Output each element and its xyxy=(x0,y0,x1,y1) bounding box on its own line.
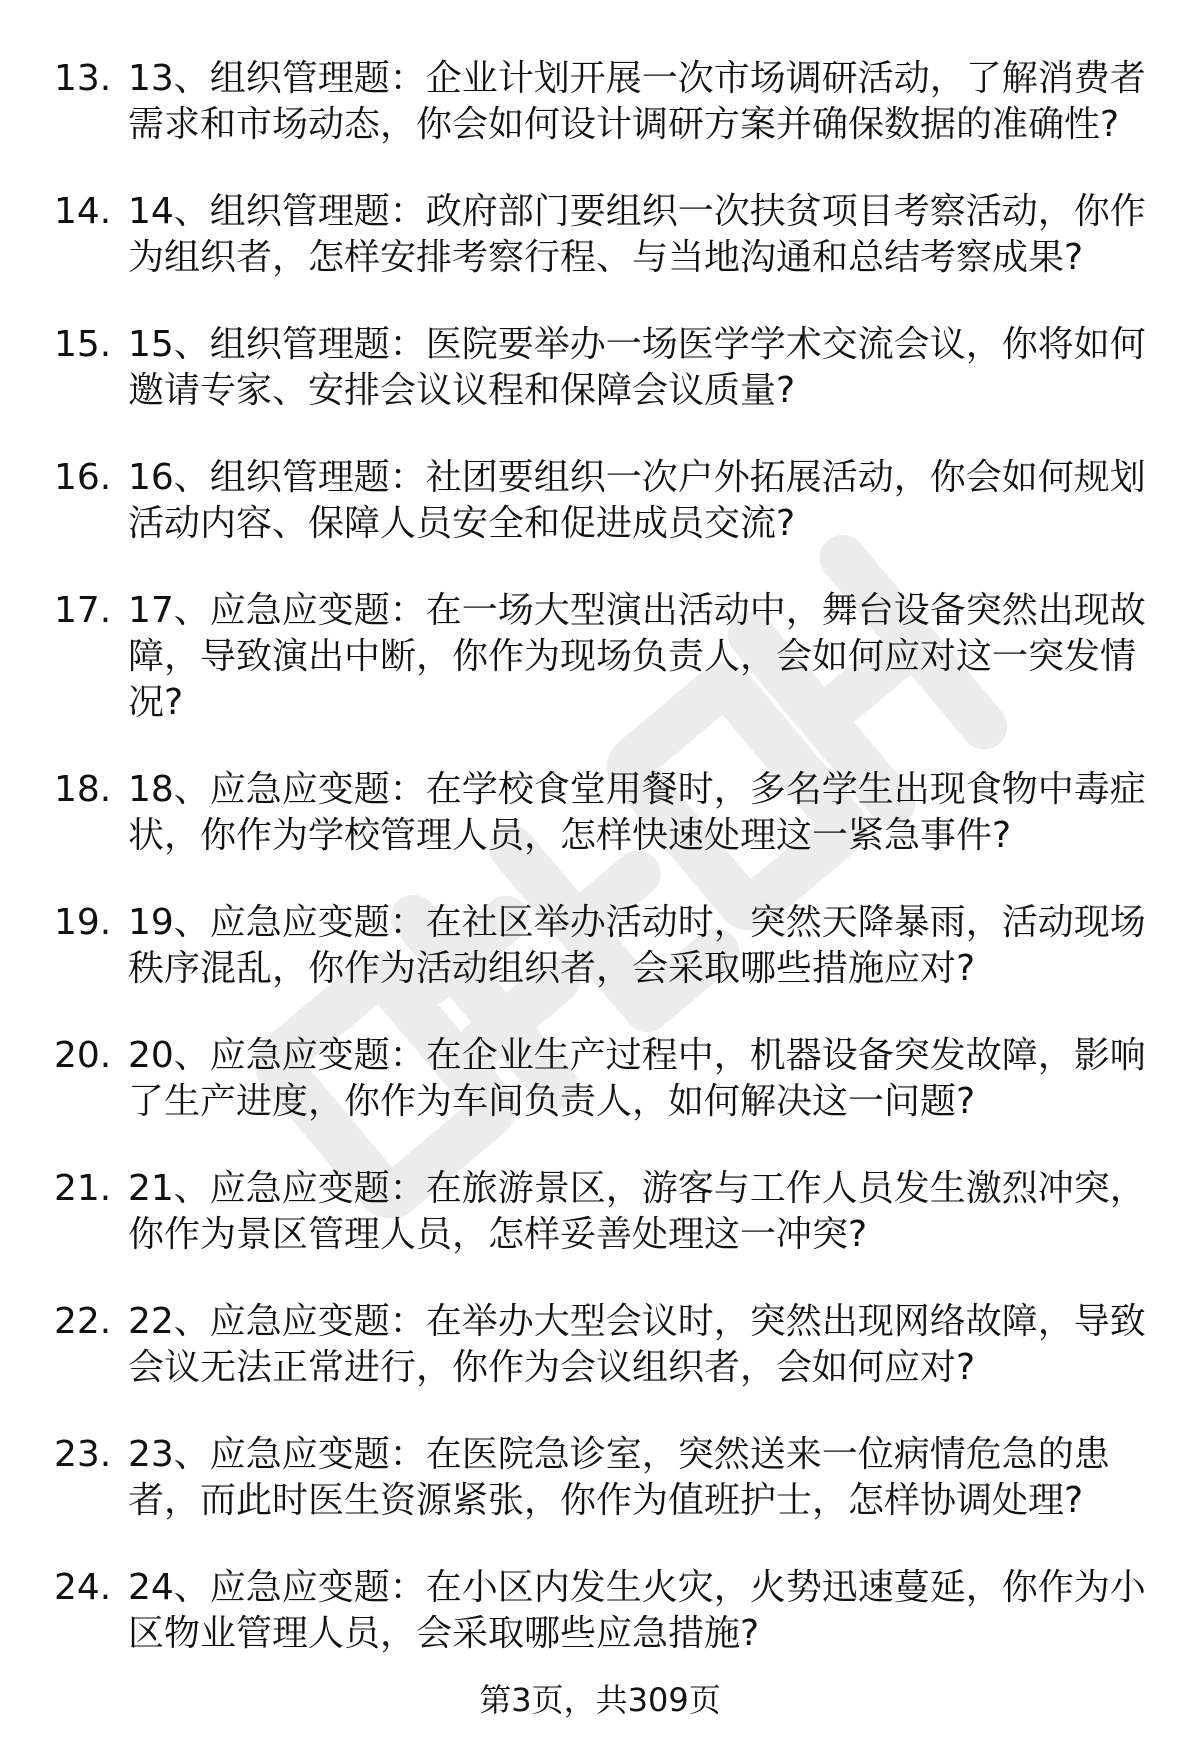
item-text: 15、组织管理题：医院要举办一场医学学术交流会议，你将如何邀请专家、安排会议议程和保障会议质量? xyxy=(128,324,1146,411)
item-text: 17、应急应变题：在一场大型演出活动中，舞台设备突然出现故障，导致演出中断，你作为现场负责人，会如何应对这一突发情况? xyxy=(128,590,1146,723)
item-text: 20、应急应变题：在企业生产过程中，机器设备突发故障，影响了生产进度，你作为车间负责人，如何解决这一问题? xyxy=(128,1035,1146,1122)
list-item xyxy=(0,189,1200,281)
item-text: 22、应急应变题：在举办大型会议时，突然出现网络故障，导致会议无法正常进行，你作为会议组织者，会如何应对? xyxy=(128,1301,1146,1388)
item-number: 17. xyxy=(54,590,112,631)
item-number: 14. xyxy=(54,191,112,232)
list-item xyxy=(0,767,1200,859)
list-item xyxy=(0,900,1200,992)
item-number: 18. xyxy=(54,769,112,810)
list-item xyxy=(0,455,1200,547)
item-text: 21、应急应变题：在旅游景区，游客与工作人员发生激烈冲突，你作为景区管理人员，怎样妥善处理这一冲突? xyxy=(128,1168,1146,1255)
list-item xyxy=(0,322,1200,414)
list-item xyxy=(0,1033,1200,1125)
item-number: 16. xyxy=(54,457,112,498)
item-number: 13. xyxy=(54,58,112,99)
item-text: 23、应急应变题：在医院急诊室，突然送来一位病情危急的患者，而此时医生资源紧张，你作为值班护士，怎样协调处理? xyxy=(128,1434,1110,1521)
list-item xyxy=(0,588,1200,726)
item-text: 13、组织管理题：企业计划开展一次市场调研活动，了解消费者需求和市场动态，你会如何设计调研方案并确保数据的准确性? xyxy=(128,58,1146,145)
item-number: 21. xyxy=(54,1168,112,1209)
item-number: 24. xyxy=(54,1567,112,1608)
item-text: 16、组织管理题：社团要组织一次户外拓展活动，你会如何规划活动内容、保障人员安全和促进成员交流? xyxy=(128,457,1146,544)
list-item xyxy=(0,1432,1200,1524)
item-text: 14、组织管理题：政府部门要组织一次扶贫项目考察活动，你作为组织者，怎样安排考察行程、与当地沟通和总结考察成果? xyxy=(128,191,1146,278)
question-list xyxy=(0,56,1200,1698)
list-item xyxy=(0,56,1200,148)
item-number: 15. xyxy=(54,324,112,365)
list-item xyxy=(0,1565,1200,1657)
item-number: 23. xyxy=(54,1434,112,1475)
item-number: 22. xyxy=(54,1301,112,1342)
item-number: 20. xyxy=(54,1035,112,1076)
item-text: 19、应急应变题：在社区举办活动时，突然天降暴雨，活动现场秩序混乱，你作为活动组织者，会采取哪些措施应对? xyxy=(128,902,1146,989)
item-text: 18、应急应变题：在学校食堂用餐时，多名学生出现食物中毒症状，你作为学校管理人员，怎样快速处理这一紧急事件? xyxy=(128,769,1146,856)
list-item xyxy=(0,1299,1200,1391)
list-item xyxy=(0,1166,1200,1258)
page-footer: 第3页，共309页 xyxy=(479,1681,721,1719)
item-number: 19. xyxy=(54,902,112,943)
item-text: 24、应急应变题：在小区内发生火灾，火势迅速蔓延，你作为小区物业管理人员，会采取哪些应急措施? xyxy=(128,1567,1146,1654)
